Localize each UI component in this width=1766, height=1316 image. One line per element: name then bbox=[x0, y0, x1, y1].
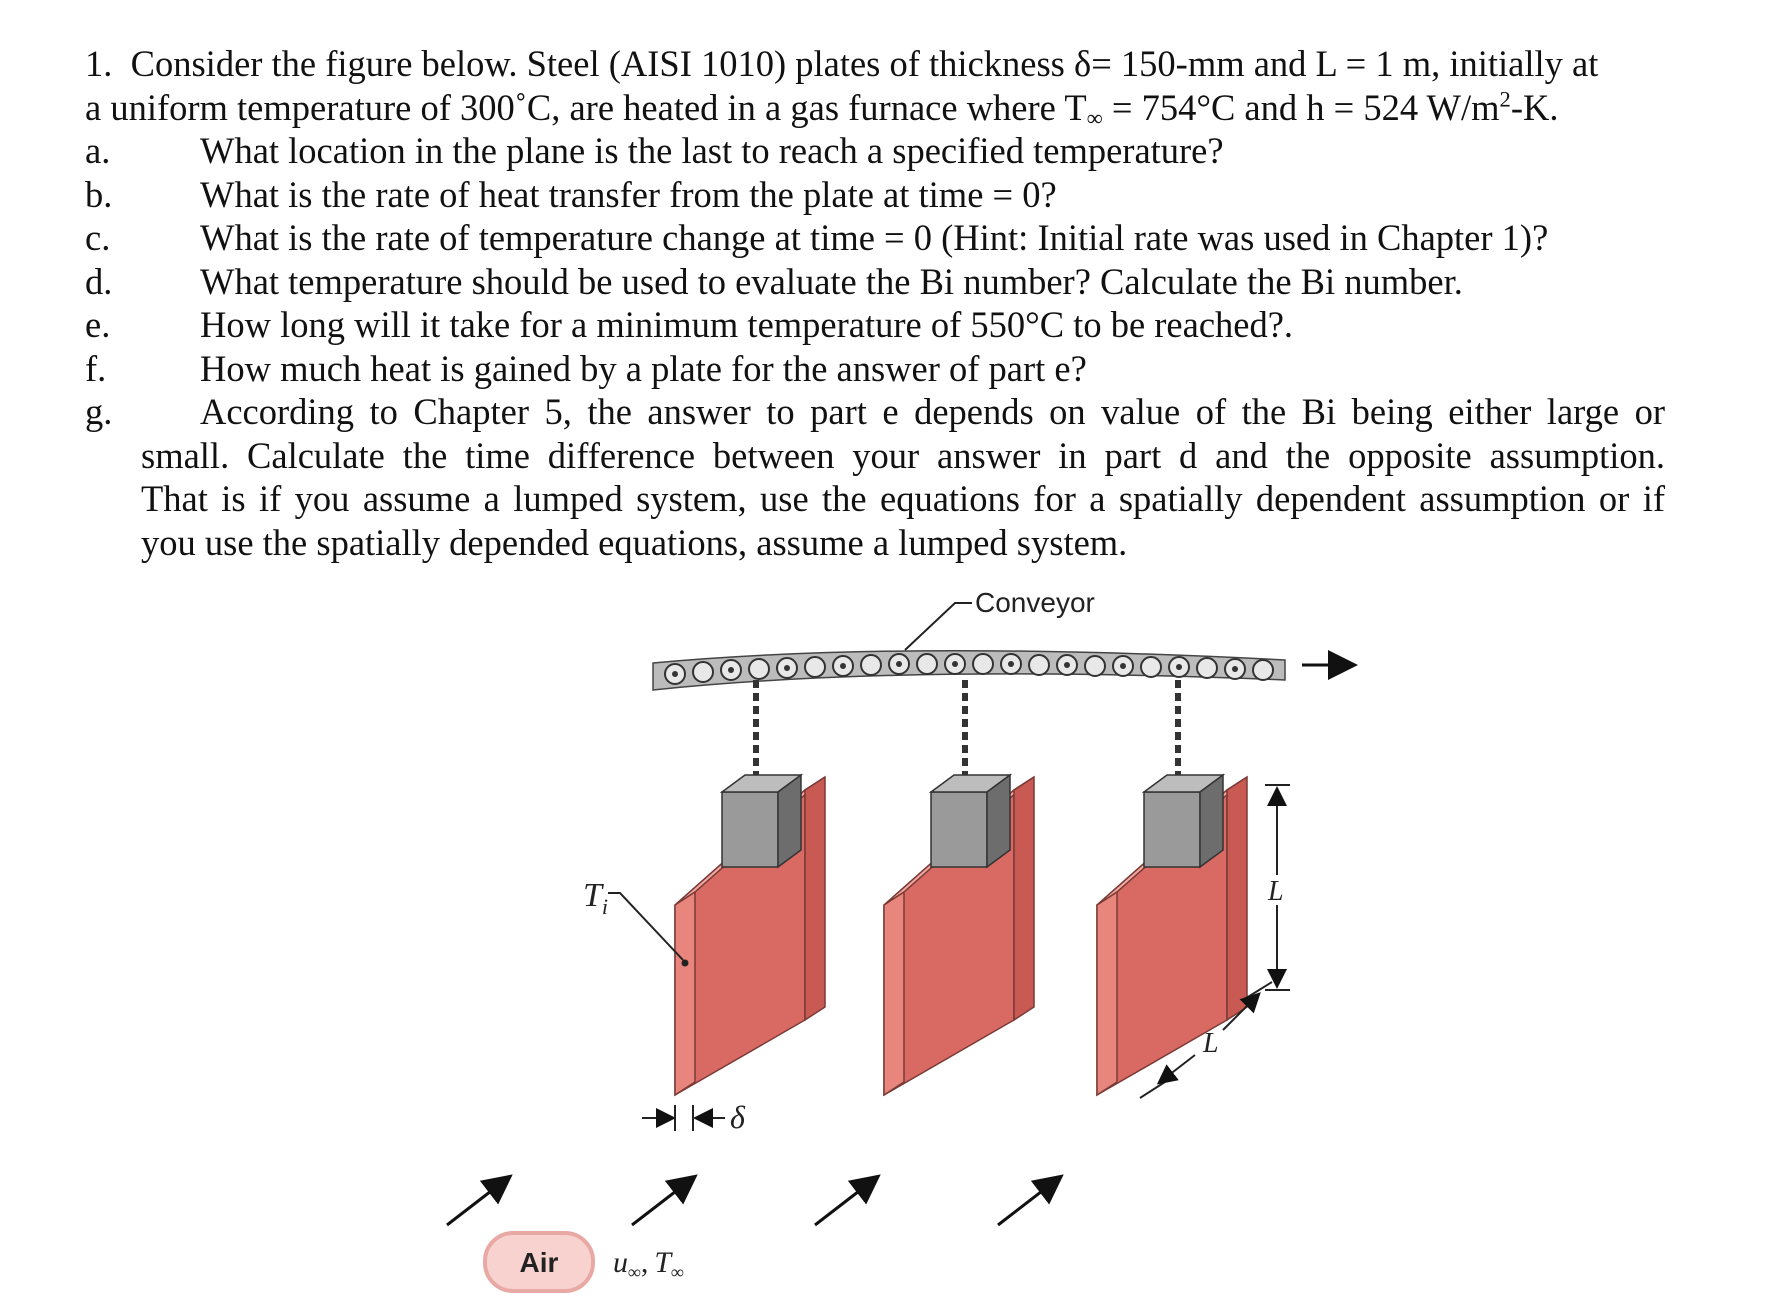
question-label: e. bbox=[85, 304, 111, 345]
squared-superscript: 2 bbox=[1499, 85, 1511, 111]
intro-text-1: Consider the figure below. Steel (AISI 1010) plates of thickness δ= 150-mm and L = 1 m, initially at bbox=[130, 43, 1599, 84]
conveyor-leader-line bbox=[905, 603, 972, 650]
air-flow-arrow bbox=[815, 1178, 876, 1225]
problem-number: 1. bbox=[85, 43, 113, 84]
height-dimension bbox=[1265, 785, 1290, 990]
ti-label: $T_i$ bbox=[583, 877, 609, 919]
question-a bbox=[85, 129, 1665, 173]
question-d bbox=[85, 260, 1665, 304]
question-label: g. bbox=[85, 391, 113, 432]
conveyor-label: Conveyor bbox=[975, 587, 1095, 618]
question-g-text-1: According to Chapter 5, the answer to part e depends on value of the Bi being either large or bbox=[200, 391, 1665, 432]
question-c bbox=[85, 216, 1665, 260]
flow-conditions-label: $u_\infty$, $T_\infty$ bbox=[613, 1246, 684, 1282]
intro-text-2a: a uniform temperature of 300 bbox=[85, 86, 515, 128]
problem-statement bbox=[85, 42, 1665, 564]
question-label: d. bbox=[85, 260, 113, 302]
air-flow-arrow bbox=[632, 1178, 693, 1225]
steel-plate-2 bbox=[884, 680, 1034, 1095]
plate-front-edge bbox=[884, 892, 904, 1095]
question-g-line-1 bbox=[85, 390, 1665, 434]
question-text: How long will it take for a minimum temperature of 550°C to be reached?. bbox=[200, 304, 1294, 345]
air-flow-arrow bbox=[998, 1178, 1059, 1225]
intro-text-2b: C, are heated in a gas furnace where T bbox=[526, 86, 1087, 128]
question-label: c. bbox=[85, 217, 111, 258]
air-flow-arrows bbox=[447, 1178, 1059, 1225]
height-L-label: L bbox=[1268, 876, 1284, 907]
air-flow-arrow bbox=[447, 1178, 508, 1225]
question-e bbox=[85, 303, 1665, 347]
delta-label: δ bbox=[730, 1099, 745, 1135]
question-label: b. bbox=[85, 173, 113, 215]
question-g-line-3: That is if you assume a lumped system, use the equations for a spatially dependent assumption or if bbox=[141, 478, 1665, 519]
question-g-line-2: small. Calculate the time difference between your answer in part d and the opposite assumption. bbox=[141, 434, 1665, 476]
question-text: What is the rate of temperature change at time = 0 (Hint: Initial rate was used in Chapter 1)? bbox=[200, 217, 1549, 258]
degree-mark: ˚ bbox=[514, 86, 527, 128]
question-g bbox=[85, 390, 1665, 564]
infinity-subscript: ∞ bbox=[1086, 105, 1103, 131]
question-g-line-4: you use the spatially depended equations, assume a lumped system. bbox=[141, 521, 1128, 563]
question-f bbox=[85, 347, 1665, 391]
intro-text-2d: -K. bbox=[1510, 86, 1559, 128]
plate-front-edge bbox=[675, 892, 695, 1095]
question-label: f. bbox=[85, 347, 107, 389]
thickness-dimension bbox=[642, 1099, 746, 1135]
question-text: What location in the plane is the last to reach a specified temperature? bbox=[200, 130, 1224, 171]
clamp bbox=[722, 792, 778, 867]
question-b bbox=[85, 173, 1665, 217]
intro-text-2c: = 754°C and h = 524 W/m bbox=[1102, 86, 1500, 128]
question-label: a. bbox=[85, 130, 111, 171]
air-label: Air bbox=[519, 1247, 559, 1278]
conveyor-chain bbox=[653, 651, 1285, 690]
clamp bbox=[931, 792, 987, 867]
intro-line-1 bbox=[85, 42, 1665, 86]
ti-point-marker bbox=[682, 960, 689, 967]
plate-front-edge bbox=[1097, 892, 1117, 1095]
steel-plate-1 bbox=[675, 680, 825, 1095]
question-text: What temperature should be used to evaluate the Bi number? Calculate the Bi number. bbox=[200, 260, 1463, 302]
intro-line-2 bbox=[85, 86, 1665, 130]
depth-L-label: L bbox=[1203, 1028, 1219, 1059]
clamp bbox=[1144, 792, 1200, 867]
steel-plate-3 bbox=[1097, 680, 1247, 1095]
question-text: What is the rate of heat transfer from the plate at time = 0? bbox=[200, 173, 1057, 215]
question-text: How much heat is gained by a plate for the answer of part e? bbox=[200, 347, 1087, 389]
ti-leader-line bbox=[608, 893, 683, 960]
